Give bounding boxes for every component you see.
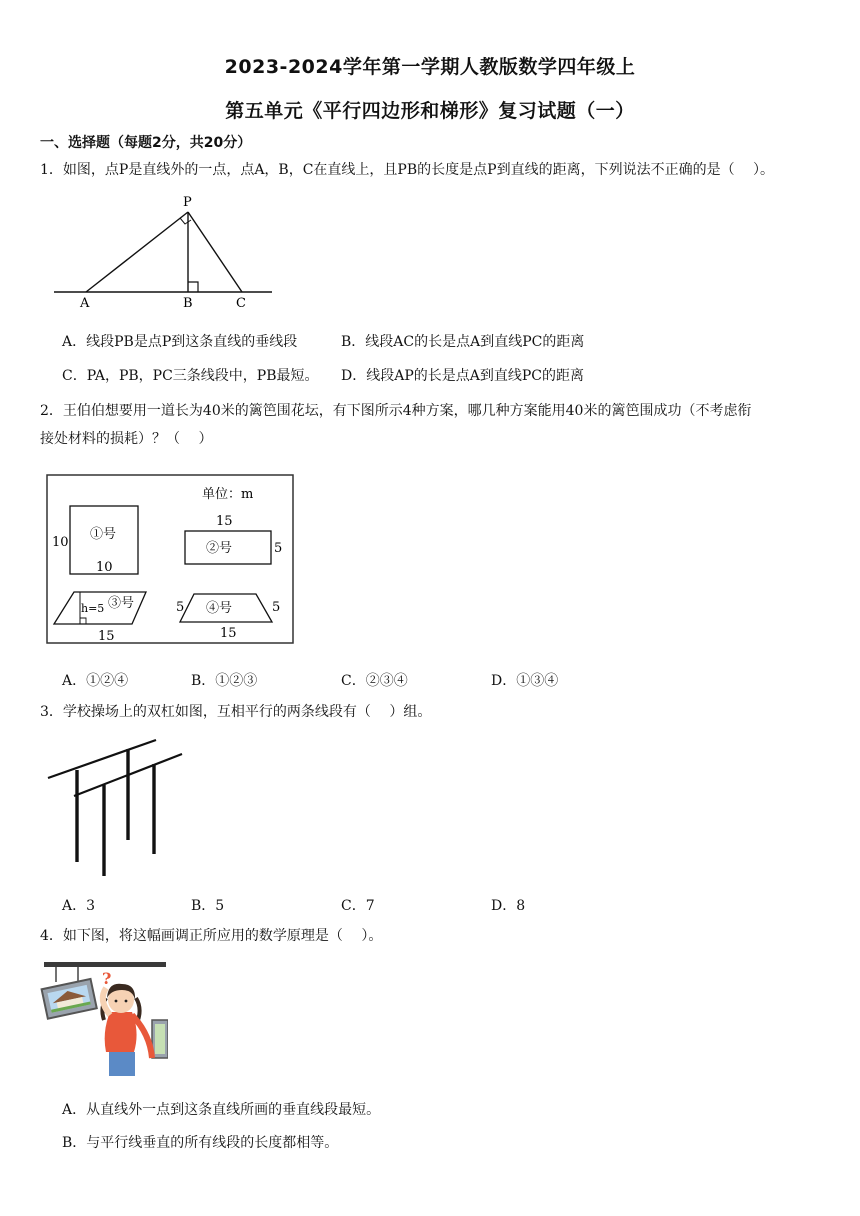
page-subtitle: 第五单元《平行四边形和梯形》复习试题（一）	[225, 100, 635, 122]
right-angle-mark-b	[188, 282, 198, 292]
segment-pa	[86, 212, 188, 292]
shape-4-bottom-label: 15	[220, 626, 237, 641]
label-c: C	[236, 296, 246, 311]
q3-option-d: D．8	[491, 898, 526, 914]
q4-option-b: B．与平行线垂直的所有线段的长度都相等。	[62, 1135, 339, 1151]
question-1-figure	[50, 190, 280, 315]
q3-option-c: C．7	[341, 898, 375, 914]
label-b: B	[183, 296, 193, 311]
q3-option-a: A．3	[62, 898, 96, 914]
q1-option-c: C．PA，PB，PC三条线段中，PB最短。	[62, 368, 319, 384]
q2-option-a: A．①②④	[62, 673, 129, 689]
q1-option-d: D．线段AP的长是点A到直线PC的距离	[341, 368, 584, 384]
label-p: P	[183, 195, 192, 210]
shape-4-left-label: 5	[176, 600, 185, 615]
q1-option-b: B．线段AC的长是点A到直线PC的距离	[341, 334, 585, 350]
shape-4-label: ④号	[206, 601, 233, 616]
shape-2-top-label: 15	[216, 514, 233, 529]
tilted-painting	[42, 979, 97, 1019]
shape-3-bottom-label: 15	[98, 629, 115, 644]
q2-option-c: C．②③④	[341, 673, 408, 689]
right-angle-mark-p	[180, 218, 191, 224]
q2-option-b: B．①②③	[191, 673, 258, 689]
shape-3-label: ③号	[108, 596, 135, 611]
q4-option-a: A．从直线外一点到这条直线所画的垂直线段最短。	[62, 1102, 381, 1118]
side-painting-inner	[155, 1024, 165, 1054]
hanging-rail	[44, 962, 166, 967]
question-1-text: 1．如图，点P是直线外的一点，点A，B，C在直线上，且PB的长度是点P到直线的距离，下列说法不正确的是（ ）。	[40, 162, 775, 178]
shape-1-side-label: 10	[52, 535, 69, 550]
page-title: 2023-2024学年第一学期人教版数学四年级上	[224, 56, 636, 78]
label-a: A	[80, 296, 90, 311]
top-bar-1	[48, 740, 156, 778]
question-4-text: 4．如下图，将这幅画调正所应用的数学原理是（ ）。	[40, 928, 383, 944]
shape-3-height-label: h=5	[81, 602, 105, 615]
question-2-figure	[46, 474, 294, 644]
question-2-text-line1: 2．王伯伯想要用一道长为40米的篱笆围花坛，有下图所示4种方案，哪几种方案能用40米的篱笆围成功（不考虑衔	[40, 403, 752, 419]
shape-1-bottom-label: 10	[96, 560, 113, 575]
shape-4-right-label: 5	[272, 600, 281, 615]
q1-option-a: A．线段PB是点P到这条直线的垂线段	[62, 334, 298, 350]
q3-option-b: B．5	[191, 898, 225, 914]
question-mark-icon: ?	[102, 969, 112, 988]
girl-figure	[102, 984, 152, 1076]
question-3-text: 3．学校操场上的双杠如图，互相平行的两条线段有（ ）组。	[40, 704, 432, 720]
unit-label: 单位：m	[202, 487, 254, 502]
question-4-illustration	[40, 960, 168, 1080]
segment-pc	[188, 212, 242, 292]
section-header: 一、选择题（每题2分，共20分）	[40, 135, 252, 151]
q2-option-d: D．①③④	[491, 673, 559, 689]
shape-1-label: ①号	[90, 527, 117, 542]
shape-2-side-label: 5	[274, 541, 283, 556]
question-3-parallel-bars-figure	[46, 736, 186, 876]
shape-2-label: ②号	[206, 541, 233, 556]
question-2-text-line2: 接处材料的损耗）？（ ）	[40, 431, 213, 447]
